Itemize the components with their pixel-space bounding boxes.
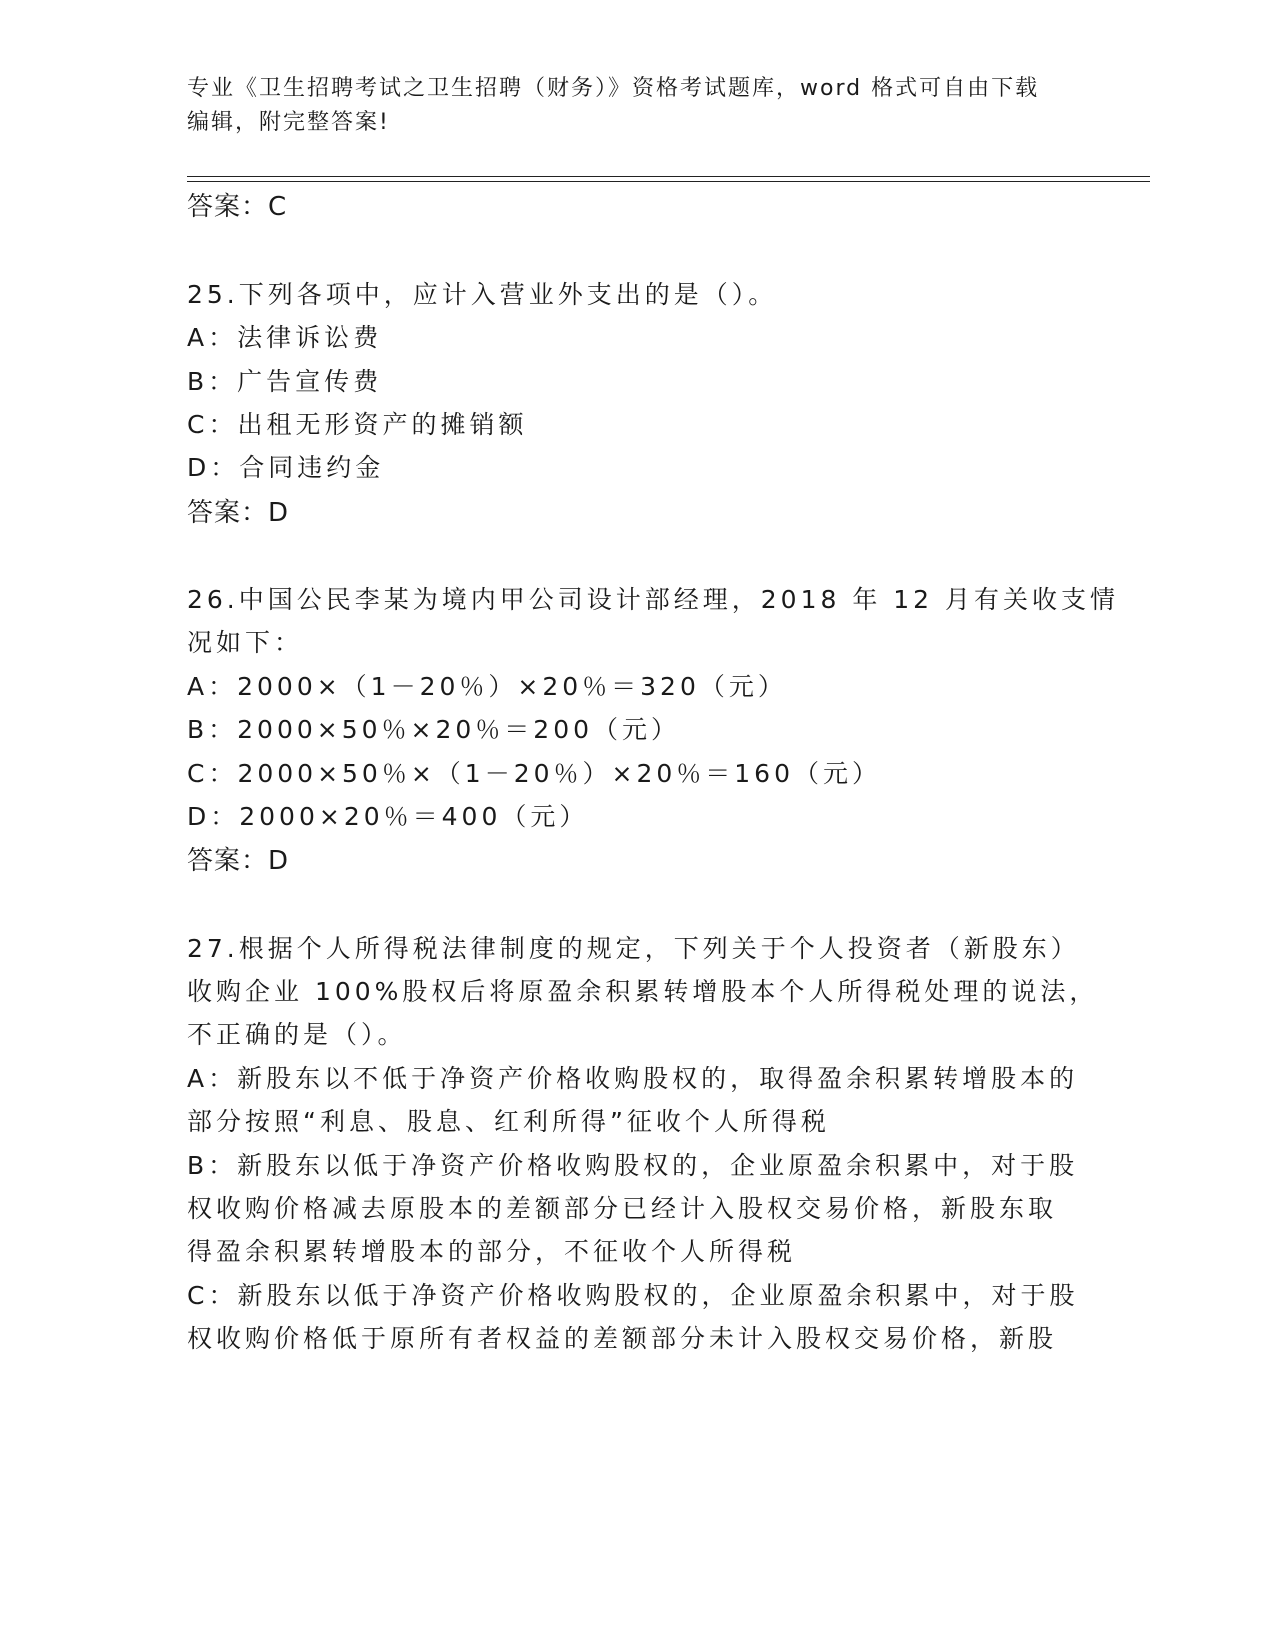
question-25-option-b: B：广告宣传费 (187, 367, 383, 396)
header-line-1: 专业《卫生招聘考试之卫生招聘（财务）》资格考试题库，word 格式可自由下载 (187, 76, 1040, 101)
question-26-option-a: A：2000×（1－20％）×20％＝320（元） (187, 672, 787, 701)
question-26-answer: 答案：D (187, 846, 290, 876)
header-line-2: 编辑，附完整答案! (187, 110, 390, 135)
question-25-text: 25.下列各项中，应计入营业外支出的是（）。 (187, 280, 778, 309)
question-26-text-line-2: 况如下： (187, 628, 304, 657)
question-27-option-b-line-3: 得盈余积累转增股本的部分，不征收个人所得税 (187, 1237, 797, 1266)
question-25-option-a: A：法律诉讼费 (187, 323, 383, 352)
question-27-text-line-2: 收购企业 100%股权后将原盈余积累转增股本个人所得税处理的说法， (187, 977, 1099, 1006)
document-header (187, 72, 1067, 140)
question-25-option-c: C：出租无形资产的摊销额 (187, 410, 528, 439)
question-26-text-line-1: 26.中国公民李某为境内甲公司设计部经理，2018 年 12 月有关收支情 (187, 585, 1120, 614)
question-27-option-a-line-2: 部分按照“利息、股息、红利所得”征收个人所得税 (187, 1107, 830, 1136)
answer-previous: 答案：C (187, 192, 288, 222)
header-divider-top (187, 176, 1150, 177)
header-divider-bottom (187, 181, 1150, 182)
question-27-text-line-1: 27.根据个人所得税法律制度的规定，下列关于个人投资者（新股东） (187, 934, 1080, 963)
question-25-option-d: D：合同违约金 (187, 453, 385, 482)
question-27-option-b-line-2: 权收购价格减去原股本的差额部分已经计入股权交易价格，新股东取 (187, 1194, 1058, 1223)
question-26-option-c: C：2000×50％×（1－20％）×20％＝160（元） (187, 759, 881, 788)
question-25-answer: 答案：D (187, 498, 290, 528)
question-26-option-d: D：2000×20％＝400（元） (187, 802, 589, 831)
question-27-option-c-line-1: C：新股东以低于净资产价格收购股权的，企业原盈余积累中，对于股 (187, 1281, 1079, 1310)
question-27-option-b-line-1: B：新股东以低于净资产价格收购股权的，企业原盈余积累中，对于股 (187, 1151, 1079, 1180)
question-27-option-c-line-2: 权收购价格低于原所有者权益的差额部分未计入股权交易价格，新股 (187, 1324, 1058, 1353)
question-27-option-a-line-1: A：新股东以不低于净资产价格收购股权的，取得盈余积累转增股本的 (187, 1064, 1079, 1093)
question-26-option-b: B：2000×50％×20％＝200（元） (187, 715, 681, 744)
question-27-text-line-3: 不正确的是（）。 (187, 1020, 407, 1049)
